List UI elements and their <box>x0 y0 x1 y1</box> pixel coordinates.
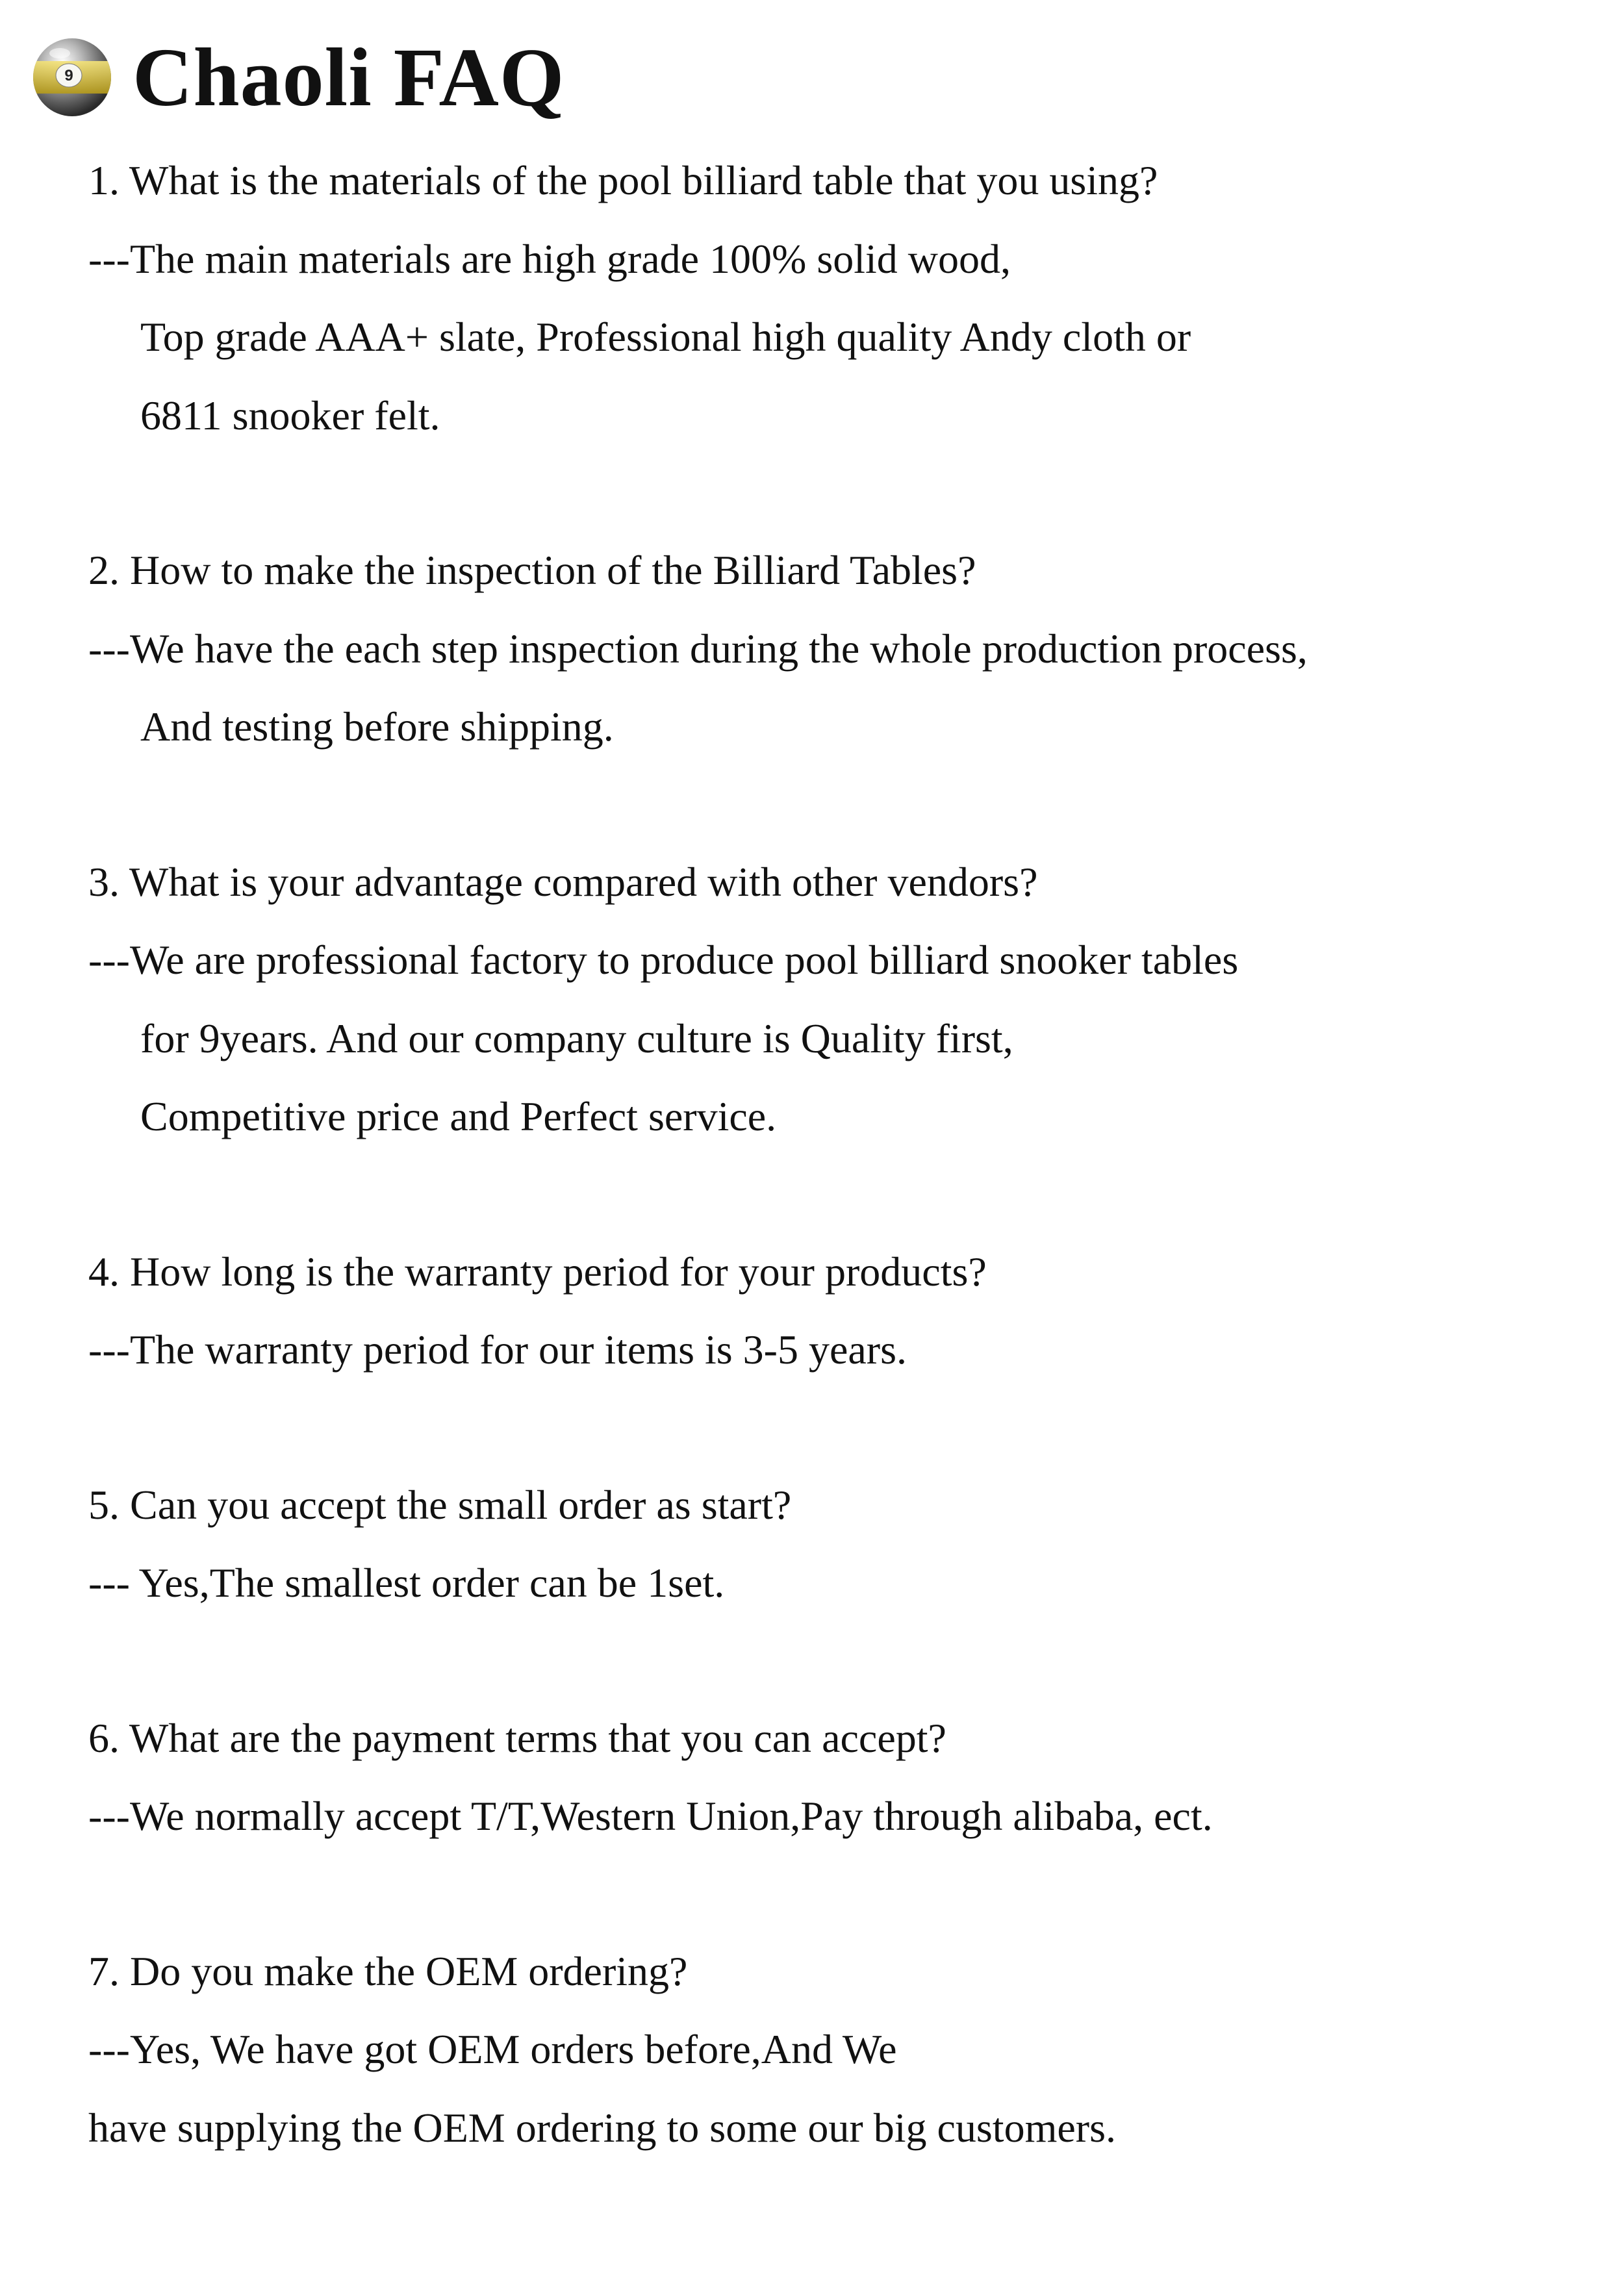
faq-item <box>88 1466 1602 1623</box>
faq-answer-line: ---Yes, We have got OEM orders before,And We <box>88 2026 897 2072</box>
svg-text:9: 9 <box>64 67 73 84</box>
faq-answer-line: Top grade AAA+ slate, Professional high quality Andy cloth or <box>140 314 1191 360</box>
faq-answer-line: --- Yes,The smallest order can be 1set. <box>88 1560 725 1606</box>
faq-question: 6. What are the payment terms that you can accept? <box>88 1714 946 1761</box>
faq-answer-line: ---The warranty period for our items is 3-5 years. <box>88 1326 907 1373</box>
faq-answer-line: 6811 snooker felt. <box>140 392 440 438</box>
faq-question: 3. What is your advantage compared with other vendors? <box>88 858 1038 905</box>
faq-question: 4. How long is the warranty period for your products? <box>88 1248 987 1295</box>
faq-item <box>88 843 1602 1156</box>
page-header <box>31 29 565 126</box>
faq-answer-line: Competitive price and Perfect service. <box>140 1093 777 1139</box>
faq-item <box>88 1933 1602 2168</box>
faq-answer-line: ---The main materials are high grade 100% solid wood, <box>88 235 1011 282</box>
faq-answer-line: have supplying the OEM ordering to some our big customers. <box>88 2104 1116 2151</box>
billiard-ball-9-icon <box>31 36 113 118</box>
faq-question: 1. What is the materials of the pool billiard table that you using? <box>88 157 1158 203</box>
faq-answer-line: for 9years. And our company culture is Quality first, <box>140 1015 1013 1061</box>
faq-list <box>88 142 1602 2167</box>
faq-answer-line: And testing before shipping. <box>140 704 614 750</box>
page-title: Chaoli FAQ <box>133 31 565 123</box>
faq-item <box>88 531 1602 767</box>
faq-item <box>88 1233 1602 1389</box>
faq-item <box>88 1699 1602 1856</box>
faq-answer-line: ---We have the each step inspection during the whole production process, <box>88 625 1308 672</box>
faq-question: 5. Can you accept the small order as start? <box>88 1481 792 1528</box>
faq-question: 2. How to make the inspection of the Billiard Tables? <box>88 547 976 593</box>
faq-answer-line: ---We normally accept T/T,Western Union,Pay through alibaba, ect. <box>88 1793 1213 1839</box>
faq-question: 7. Do you make the OEM ordering? <box>88 1947 688 1994</box>
faq-item <box>88 142 1602 455</box>
faq-answer-line: ---We are professional factory to produce pool billiard snooker tables <box>88 937 1239 983</box>
